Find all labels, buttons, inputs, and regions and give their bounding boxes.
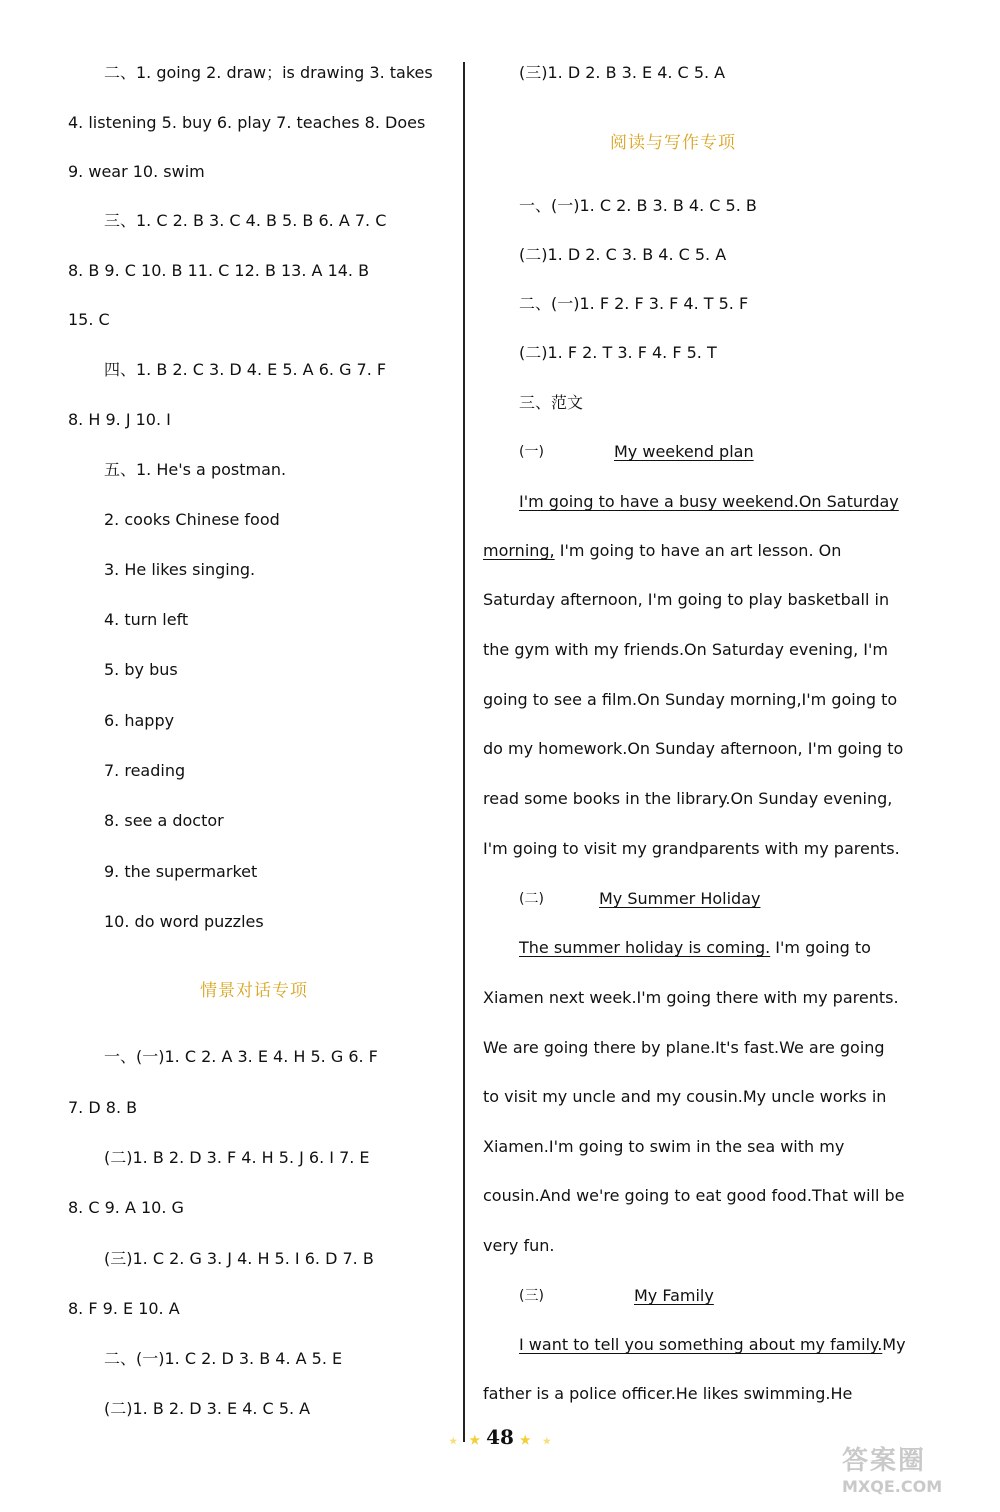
essay2-line-1 — [519, 937, 871, 959]
left2-line-1: 一、(一)1. C 2. A 3. E 4. H 5. G 6. F — [104, 1047, 378, 1066]
right-line-1: 一、(一)1. C 2. B 3. B 4. C 5. B — [519, 196, 757, 215]
essay1-line-5: going to see a film.On Sunday morning,I'm going to — [483, 690, 898, 709]
left-line-18: 10. do word puzzles — [104, 912, 264, 931]
essay2-line-3: We are going there by plane.It's fast.We are going — [483, 1038, 885, 1057]
left-line-8: 8. H 9. J 10. I — [68, 410, 171, 429]
left-line-4: 三、1. C 2. B 3. C 4. B 5. B 6. A 7. C — [104, 211, 387, 230]
left-line-6: 15. C — [68, 310, 110, 329]
essay1-title: My weekend plan — [614, 442, 754, 461]
left-line-1: 二、1. going 2. draw；is drawing 3. takes — [104, 63, 433, 82]
essay1-label: (一) — [519, 444, 544, 460]
essay2-line-7: very fun. — [483, 1236, 555, 1255]
left-line-14: 6. happy — [104, 711, 175, 730]
left-line-11: 3. He likes singing. — [104, 560, 256, 579]
essay2-line-2: Xiamen next week.I'm going there with my parents. — [483, 988, 899, 1007]
left-line-16: 8. see a doctor — [104, 811, 224, 830]
essay2-line-4: to visit my uncle and my cousin.My uncle works in — [483, 1087, 887, 1106]
left-line-3: 9. wear 10. swim — [68, 162, 205, 181]
essay2-line-1-rest: I'm going to — [770, 938, 871, 957]
essay1-line-4: the gym with my friends.On Saturday evening, I'm — [483, 640, 888, 659]
left-line-7: 四、1. B 2. C 3. D 4. E 5. A 6. G 7. F — [104, 360, 387, 379]
left2-line-5: (三)1. C 2. G 3. J 4. H 5. I 6. D 7. B — [104, 1249, 374, 1268]
left-line-2: 4. listening 5. buy 6. play 7. teaches 8. Does — [68, 113, 426, 132]
left2-line-4: 8. C 9. A 10. G — [68, 1198, 184, 1217]
watermark-cn: 答案圈 — [842, 1446, 927, 1476]
watermark-en: MXQE.COM — [842, 1477, 943, 1496]
essay1-line-2-underlined: morning, — [483, 541, 555, 560]
essay2-title: My Summer Holiday — [599, 889, 761, 908]
essay2-line-5: Xiamen.I'm going to swim in the sea with my — [483, 1137, 845, 1156]
right-line-5: 三、范文 — [519, 393, 584, 412]
section-title-reading-writing: 阅读与写作专项 — [610, 133, 736, 153]
essay1-line-2 — [483, 540, 841, 562]
star-icon: ★ — [519, 1433, 531, 1447]
essay1-line-6: do my homework.On Sunday afternoon, I'm going to — [483, 739, 904, 758]
left-line-12: 4. turn left — [104, 610, 189, 629]
left-line-5: 8. B 9. C 10. B 11. C 12. B 13. A 14. B — [68, 261, 370, 280]
left-line-17: 9. the supermarket — [104, 862, 258, 881]
right-line-4: (二)1. F 2. T 3. F 4. F 5. T — [519, 343, 717, 362]
essay3-line-2: father is a police officer.He likes swimming.He — [483, 1384, 853, 1403]
essay1-line-2-rest: I'm going to have an art lesson. On — [554, 541, 842, 560]
left-line-13: 5. by bus — [104, 660, 178, 679]
star-icon: ★ — [449, 1437, 458, 1447]
left2-line-6: 8. F 9. E 10. A — [68, 1299, 180, 1318]
left2-line-8: (二)1. B 2. D 3. E 4. C 5. A — [104, 1399, 311, 1418]
right-line-3: 二、(一)1. F 2. F 3. F 4. T 5. F — [519, 294, 749, 313]
left-line-10: 2. cooks Chinese food — [104, 510, 280, 529]
essay1-line-1: I'm going to have a busy weekend.On Saturday — [519, 492, 899, 511]
page-footer — [380, 1424, 620, 1455]
left2-line-7: 二、(一)1. C 2. D 3. B 4. A 5. E — [104, 1349, 343, 1368]
essay2-line-6: cousin.And we're going to eat good food.That will be — [483, 1186, 905, 1205]
essay3-line-1 — [519, 1334, 906, 1356]
essay3-line-1-underlined: I want to tell you something about my family. — [519, 1335, 883, 1354]
right-top-line: (三)1. D 2. B 3. E 4. C 5. A — [519, 63, 726, 82]
column-divider — [463, 62, 465, 1442]
left2-line-2: 7. D 8. B — [68, 1098, 138, 1117]
essay1-line-3: Saturday afternoon, I'm going to play basketball in — [483, 590, 890, 609]
essay1-line-7: read some books in the library.On Sunday evening, — [483, 789, 893, 808]
right-line-2: (二)1. D 2. C 3. B 4. C 5. A — [519, 245, 727, 264]
essay3-label: (三) — [519, 1288, 544, 1304]
essay3-line-1-rest: My — [882, 1335, 906, 1354]
left-line-15: 7. reading — [104, 761, 186, 780]
star-icon: ★ — [542, 1437, 551, 1447]
page-number: 48 — [486, 1425, 514, 1449]
section-title-dialogue: 情景对话专项 — [200, 981, 308, 1001]
essay1-line-8: I'm going to visit my grandparents with my parents. — [483, 839, 900, 858]
left-line-9: 五、1. He's a postman. — [104, 460, 287, 479]
essay3-title: My Family — [634, 1286, 714, 1305]
essay2-label: (二) — [519, 891, 544, 907]
essay2-line-1-underlined: The summer holiday is coming. — [519, 938, 771, 957]
watermark — [842, 1446, 992, 1506]
left2-line-3: (二)1. B 2. D 3. F 4. H 5. J 6. I 7. E — [104, 1148, 370, 1167]
star-icon: ★ — [469, 1433, 481, 1447]
